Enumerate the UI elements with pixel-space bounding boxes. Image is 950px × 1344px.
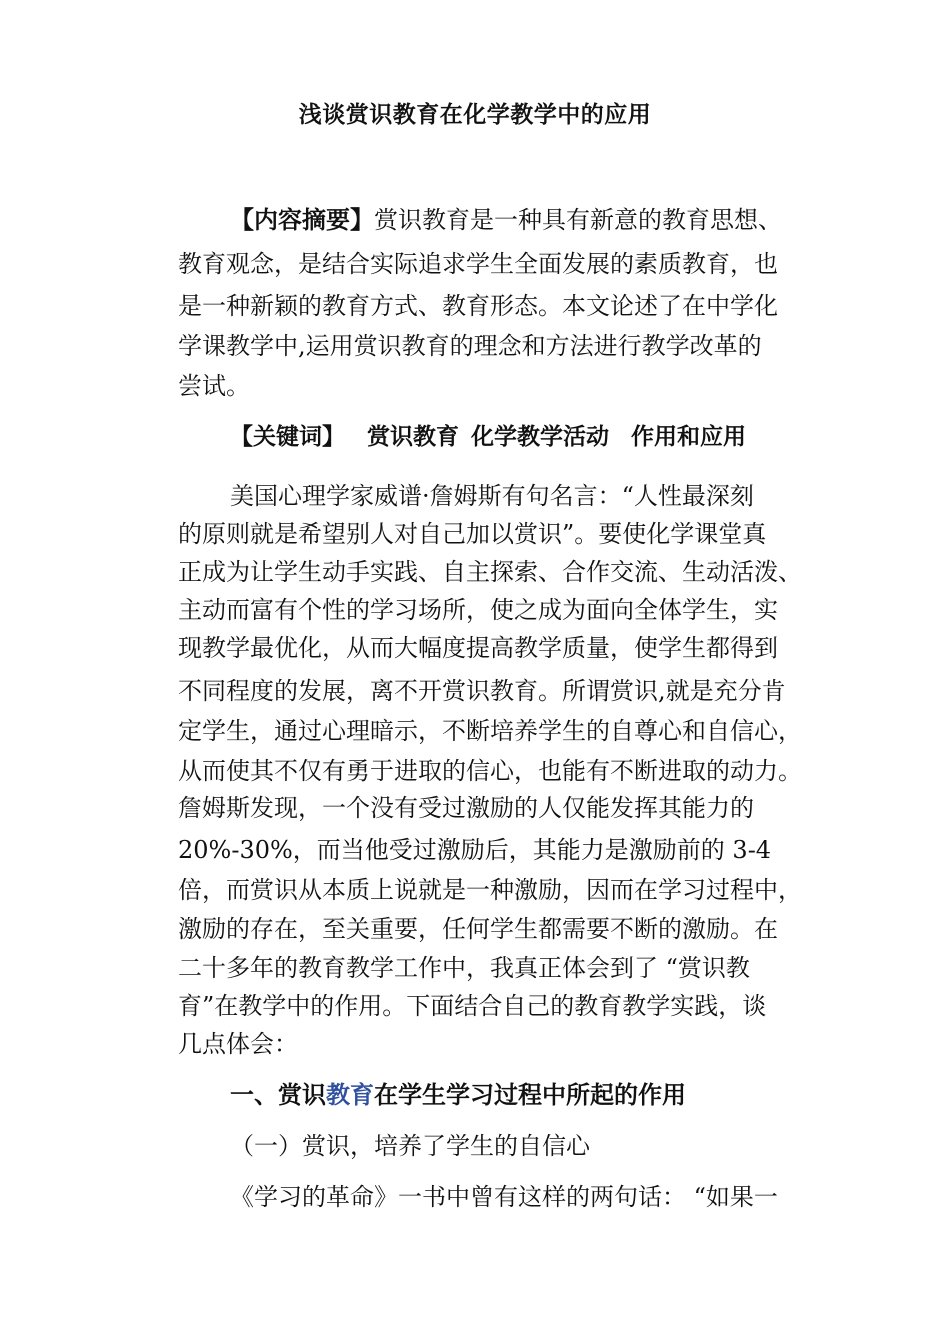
body-line: 詹姆斯发现，一个没有受过激励的人仅能发挥其能力的 xyxy=(178,794,754,822)
body-line: 育”在教学中的作用。下面结合自己的教育教学实践，谈 xyxy=(178,992,767,1020)
body-line: 美国心理学家威谱·詹姆斯有句名言：“人性最深刻 xyxy=(230,482,754,510)
abstract-line: 是一种新颖的教育方式、教育形态。本文论述了在中学化 xyxy=(178,292,778,320)
body-line: 从而使其不仅有勇于进取的信心，也能有不断进取的动力。 xyxy=(178,757,802,785)
body-line: 二十多年的教育教学工作中，我真正体会到了 “赏识教 xyxy=(178,954,750,982)
subsection-heading: （一）赏识，培养了学生的自信心 xyxy=(230,1132,590,1160)
body-line: 定学生，通过心理暗示，不断培养学生的自尊心和自信心， xyxy=(178,717,802,745)
body-line: 《学习的革命》一书中曾有这样的两句话： “如果一 xyxy=(230,1183,778,1211)
keyword: 赏识教育 xyxy=(367,424,459,450)
body-line: 20%-30%，而当他受过激励后，其能力是激励前的 3-4 xyxy=(178,836,772,864)
keyword: 化学教学活动 xyxy=(471,424,609,450)
section-heading-suffix: 在学生学习过程中所起的作用 xyxy=(374,1081,686,1109)
body-line: 的原则就是希望别人对自己加以赏识”。要使化学课堂真 xyxy=(178,520,767,548)
body-line: 主动而富有个性的学习场所，使之成为面向全体学生，实 xyxy=(178,596,778,624)
abstract-line: 尝试。 xyxy=(178,372,250,400)
abstract-line: 教育观念，是结合实际追求学生全面发展的素质教育，也 xyxy=(178,250,778,278)
body-line: 几点体会： xyxy=(178,1030,298,1058)
section-heading-prefix: 一、赏识 xyxy=(230,1081,326,1109)
abstract-line: 赏识教育是一种具有新意的教育思想、 xyxy=(374,206,782,234)
keyword: 作用和应用 xyxy=(631,424,746,450)
keywords-label: 【关键词】 xyxy=(230,424,345,450)
section-heading xyxy=(230,1079,890,1111)
abstract-first-line xyxy=(230,204,890,236)
abstract-label: 【内容摘要】 xyxy=(230,206,374,234)
body-line: 激励的存在，至关重要，任何学生都需要不断的激励。在 xyxy=(178,915,778,943)
section-heading-link[interactable]: 教育 xyxy=(326,1081,374,1109)
body-line: 现教学最优化，从而大幅度提高教学质量，使学生都得到 xyxy=(178,634,778,662)
keywords-line xyxy=(230,421,890,453)
abstract-line: 学课教学中,运用赏识教育的理念和方法进行教学改革的 xyxy=(178,332,762,360)
body-line: 倍，而赏识从本质上说就是一种激励，因而在学习过程中， xyxy=(178,876,802,904)
body-line: 不同程度的发展，离不开赏识教育。所谓赏识,就是充分肯 xyxy=(178,677,786,705)
document-title: 浅谈赏识教育在化学教学中的应用 xyxy=(298,102,652,128)
body-line: 正成为让学生动手实践、自主探索、合作交流、生动活泼、 xyxy=(178,558,802,586)
